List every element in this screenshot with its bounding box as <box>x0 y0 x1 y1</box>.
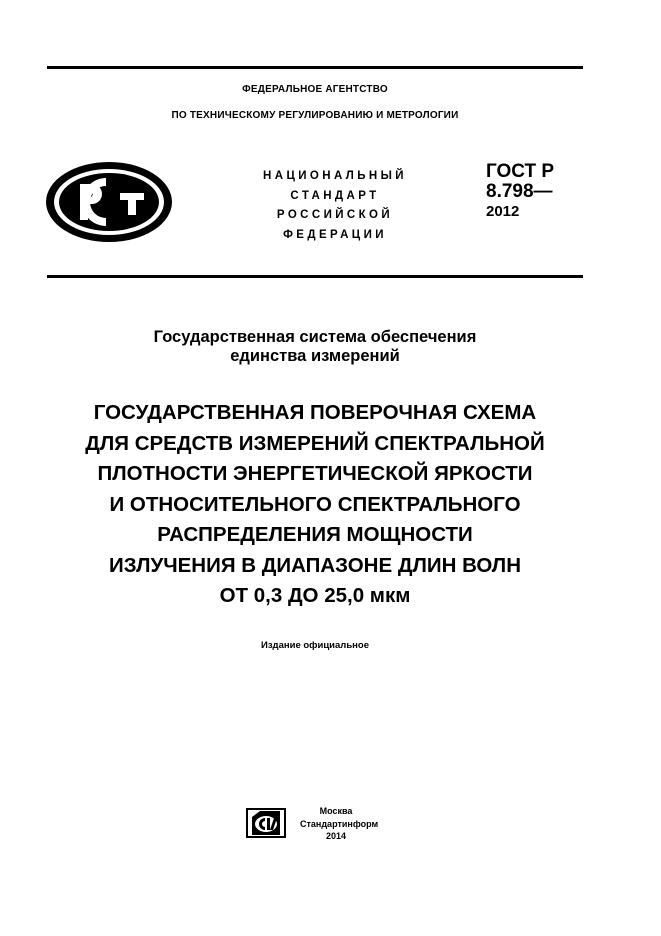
title-line: ДЛЯ СРЕДСТВ ИЗМЕРЕНИЙ СПЕКТРАЛЬНОЙ <box>85 431 545 455</box>
standard-type-label <box>235 167 435 245</box>
top-rule <box>47 66 583 69</box>
title-line: ГОСУДАРСТВЕННАЯ ПОВЕРОЧНАЯ СХЕМА <box>93 401 537 424</box>
publisher-name: Стандартинформ <box>300 818 379 829</box>
series-line-2: единства измерений <box>230 347 400 365</box>
title-line: РАСПРЕДЕЛЕНИЯ МОЩНОСТИ <box>157 523 473 546</box>
standard-type-line-4: ФЕДЕРАЦИИ <box>283 228 387 241</box>
title-line: ОТ 0,3 ДО 25,0 мкм <box>219 584 411 607</box>
agency-name-line-2: ПО ТЕХНИЧЕСКОМУ РЕГУЛИРОВАНИЮ И МЕТРОЛОГИИ <box>171 110 459 121</box>
designation-line-2: 8.798— <box>486 181 553 202</box>
standard-type-line-3: РОССИЙСКОЙ <box>276 209 394 221</box>
standartinform-logo-icon <box>246 808 286 838</box>
designation-line-1: ГОСТ Р <box>486 161 555 182</box>
standard-type-line-1: НАЦИОНАЛЬНЫЙ <box>263 170 407 182</box>
agency-name-line-1: ФЕДЕРАЛЬНОЕ АГЕНТСТВО <box>242 84 388 95</box>
standard-type-line-2: СТАНДАРТ <box>290 189 380 202</box>
designation-line-3: 2012 <box>486 203 520 220</box>
rst-certification-mark-icon <box>44 160 174 244</box>
document-title <box>47 398 583 612</box>
publisher-imprint <box>300 805 379 843</box>
title-line: И ОТНОСИТЕЛЬНОГО СПЕКТРАЛЬНОГО <box>109 492 521 516</box>
standard-designation <box>486 162 554 222</box>
middle-rule <box>47 275 583 278</box>
series-line-1: Государственная система обеспечения <box>153 328 477 346</box>
series-title <box>47 328 583 366</box>
publication-year: 2014 <box>325 831 347 841</box>
publisher-city: Москва <box>319 806 353 816</box>
title-line: ИЗЛУЧЕНИЯ В ДИАПАЗОНЕ ДЛИН ВОЛН <box>109 553 521 577</box>
edition-note: Издание официальное <box>261 640 369 651</box>
title-line: ПЛОТНОСТИ ЭНЕРГЕТИЧЕСКОЙ ЯРКОСТИ <box>97 462 533 485</box>
